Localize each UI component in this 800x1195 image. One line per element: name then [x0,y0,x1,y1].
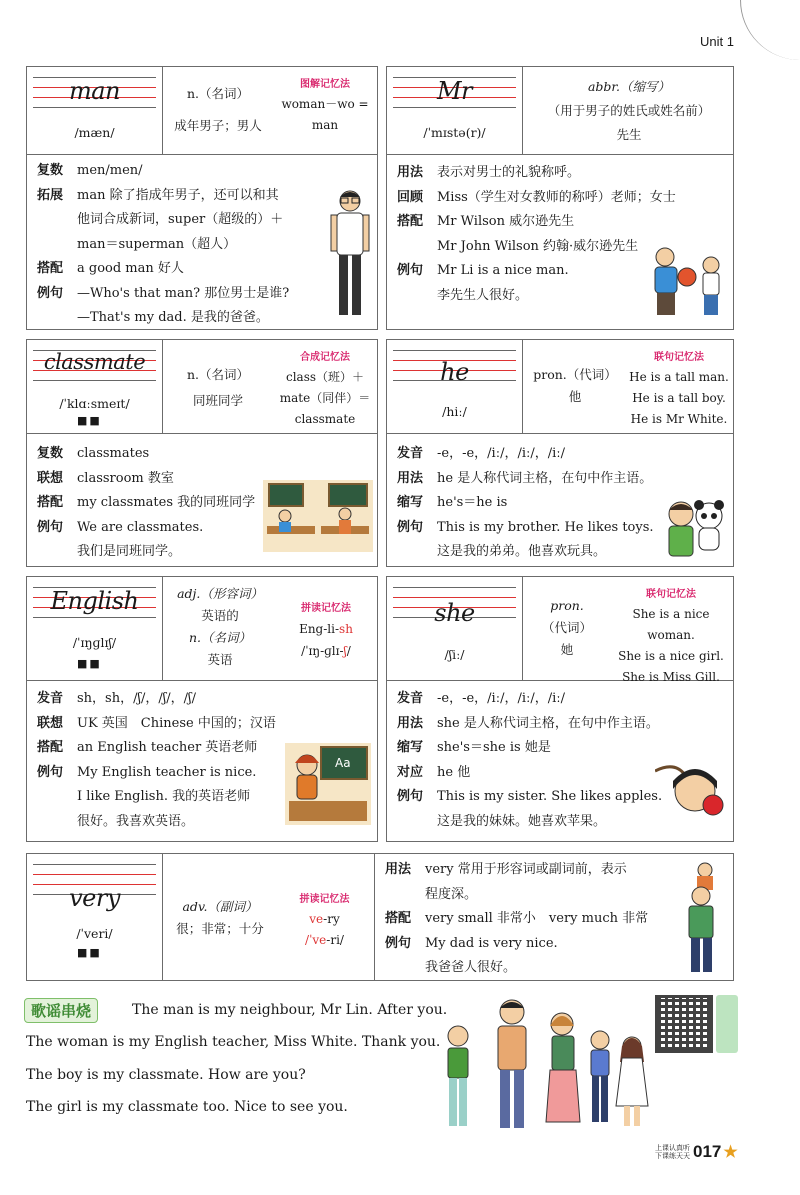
part-of-speech: pron.（代词） [533,367,617,382]
memory-line: ve-ry [309,912,340,926]
vocab-card-she [386,576,734,842]
example-text: Mr Li is a nice man. [437,263,569,278]
dad-carrying-child-illustration [675,860,727,976]
label: 拓展 [37,187,64,203]
page-corner-curl [740,0,800,60]
memory-badge: 合成记忆法 [300,352,350,363]
example-text: 我们是同班同学。 [77,544,182,559]
memory-line: He is a tall boy. [632,391,726,405]
english-teacher-illustration [285,743,371,825]
meaning: 先生 [616,127,642,142]
sound-text: -e，-e，/iː/，/iː/，/iː/ [437,446,566,461]
example-text: This is my sister. She likes apples. [437,789,663,804]
vocab-card-mr [386,66,734,330]
collocation-text: a good man 好人 [77,261,184,276]
abbreviation-text: she's＝she is 她是 [437,740,551,755]
headword: she [434,599,475,627]
meaning: 同班同学 [192,393,243,408]
memory-line: mate（同伴）＝ [279,391,371,405]
memory-badge: 联句记忆法 [654,352,704,363]
memory-line: He is a tall man. [629,370,729,384]
frequency-stars: ■■ [77,946,102,959]
usage-text: he 是人称代词主格，在句中作主语。 [437,470,653,486]
song-line: The woman is my English teacher, Miss White. Thank you. [26,1034,441,1050]
vocab-card-english [26,576,378,842]
counterpart-text: he 他 [437,764,471,780]
label: 缩写 [397,740,424,755]
extend-text: man＝superman（超人） [77,236,237,252]
girl-with-apple-illustration [655,761,731,821]
phonetic: /mæn/ [74,125,115,140]
frequency-stars: ■■ [77,657,102,670]
meaning: 英语 [207,652,233,667]
headword: English [50,587,139,615]
plural-text: classmates [77,446,150,461]
label: 用法 [385,862,412,877]
extend-text: 他词合成新词，super（超级的）＋ [77,212,284,227]
part-of-speech: （代词） [541,620,592,635]
song-line: The girl is my classmate too. Nice to see you. [26,1099,348,1115]
example-text: 我爸爸人很好。 [425,960,517,975]
vocab-card-classmate [26,339,378,567]
label: 发音 [37,691,64,706]
abbreviation-text: he's＝he is [437,495,508,510]
label: 用法 [397,470,424,486]
collocation-text: very small 非常小 very much 非常 [425,911,649,926]
association-text: UK 英国 Chinese 中国的；汉语 [77,715,276,731]
memory-badge: 联句记忆法 [646,589,696,600]
label: 搭配 [37,740,64,755]
man-illustration [327,187,373,323]
label: 例句 [397,519,424,535]
part-of-speech: n.（名词） [188,630,252,645]
song-line: The boy is my classmate. How are you? [26,1067,306,1083]
label: 对应 [397,764,424,780]
headword: Mr [436,77,473,105]
sound-text: -e，-e，/iː/，/iː/，/iː/ [437,691,566,706]
collocation-text: Mr Wilson 威尔逊先生 [437,214,575,229]
label: 例句 [385,935,412,951]
page-footer [655,1142,738,1162]
label: 回顾 [397,189,424,205]
memory-line: woman－wo = [281,97,369,111]
phonetic: /ˈklɑːsmeɪt/ [59,396,130,411]
song-title: 歌谣串烧 [24,998,98,1023]
headword: he [440,358,469,386]
unit-label: Unit 1 [700,34,734,49]
label: 用法 [397,165,424,180]
sound-text: sh，sh，/ʃ/，/ʃ/，/ʃ/ [77,691,196,706]
song-line: The man is my neighbour, Mr Lin. After you. [132,1002,448,1018]
headword: very [69,884,120,912]
usage-text: she 是人称代词主格，在句中作主语。 [437,715,659,731]
headword: classmate [43,350,146,374]
memory-line: She is Miss Gill. [622,670,720,684]
meaning: 英语的 [201,608,239,623]
page-number: 017 [693,1142,722,1161]
example-text: My English teacher is nice. [77,764,257,780]
vocab-card-he [386,339,734,567]
collocation-text: my classmates 我的同班同学 [77,495,256,510]
phonetic: /ʃiː/ [444,647,465,662]
usage-text: 表示对男士的礼貌称呼。 [437,165,581,180]
label: 搭配 [385,911,412,926]
phonetic: /ˈmɪstə(r)/ [423,125,486,140]
label: 例句 [37,519,64,535]
vocab-card-very [26,853,734,981]
label: 例句 [397,263,424,278]
example-text: 这是我的弟弟。他喜欢玩具。 [437,544,607,559]
memory-line: classmate [294,412,356,426]
usage-note: （用于男子的姓氏或姓名前） [547,103,711,118]
example-text: —That's my dad. 是我的爸爸。 [77,310,269,325]
headword: man [68,77,121,105]
meaning: 成年男子；男人 [174,118,262,133]
label: 复数 [37,446,64,461]
label: 发音 [397,691,424,706]
memory-badge: 图解记忆法 [300,79,350,90]
example-text: 这是我的妹妹。她喜欢苹果。 [437,813,607,829]
boy-with-panda-illustration [659,494,729,560]
plural-text: men/men/ [77,163,143,178]
label: 联想 [37,715,64,731]
example-text: This is my brother. He likes toys. [437,519,654,535]
collocation-text: an English teacher 英语老师 [77,740,258,755]
frequency-stars: ■■ [77,414,102,427]
memory-badge: 拼读记忆法 [301,603,351,614]
part-of-speech: n.（名词） [186,86,250,101]
man-and-boy-illustration [649,243,729,323]
memory-line: man [311,118,339,132]
meaning: 很；非常；十分 [176,921,264,936]
memory-badge: 拼读记忆法 [299,894,350,905]
phonetic: /hiː/ [442,404,467,419]
phonetic: /ˈveri/ [76,926,113,941]
collocation-text: Mr John Wilson 约翰·威尔逊先生 [437,238,639,254]
review-text: Miss（学生对女教师的称呼）老师；女士 [437,189,676,205]
memory-phonetic: /ˈɪŋ-ɡlɪ-ʃ/ [301,644,351,658]
example-text: 李先生人很好。 [437,287,529,303]
qr-side-tab [716,995,738,1053]
label: 发音 [397,446,424,461]
memory-line: She is a nice woman. [632,607,710,642]
example-text: —Who's that man? 那位男士是谁? [77,285,290,301]
label: 例句 [397,789,424,804]
label: 联想 [37,470,64,486]
meaning: 他 [568,389,582,404]
label: 搭配 [397,214,424,229]
association-text: classroom 教室 [77,470,174,486]
part-of-speech: adj.（形容词） [177,586,263,601]
part-of-speech: pron. [550,598,584,613]
meaning: 她 [560,642,574,657]
family-illustration [434,996,656,1136]
star-icon: ★ [723,1144,738,1161]
example-text: I like English. 我的英语老师 [77,789,251,804]
label: 缩写 [397,495,424,510]
classroom-illustration [263,480,373,552]
example-text: We are classmates. [77,519,204,535]
part-of-speech: abbr.（缩写） [587,79,671,94]
label: 搭配 [37,495,64,510]
memory-line: She is a nice girl. [618,649,724,663]
label: 复数 [37,163,64,178]
extend-text: man 除了指成年男子，还可以和其 [77,187,279,203]
example-text: My dad is very nice. [425,935,558,951]
example-text: 很好。我喜欢英语。 [77,813,195,829]
label: 例句 [37,285,64,301]
label: 搭配 [37,261,64,276]
qr-code[interactable] [655,995,713,1053]
label: 例句 [37,764,64,780]
label: 用法 [397,715,424,731]
usage-text: 程度深。 [425,886,478,902]
footer-tag: 上课认真听 下课练天天 [655,1144,690,1160]
memory-line: Eng-li-sh [299,622,353,636]
usage-text: very 常用于形容词或副词前，表示 [425,862,627,877]
svg-text:Aa: Aa [335,756,351,770]
memory-phonetic: /ˈve-ri/ [305,933,344,947]
vocab-card-man [26,66,378,330]
phonetic: /ˈɪŋɡlɪʃ/ [72,635,117,650]
part-of-speech: n.（名词） [186,367,250,382]
part-of-speech: adv.（副词） [182,899,258,914]
memory-line: class（班）＋ [285,370,365,384]
memory-line: He is Mr White. [630,412,728,426]
